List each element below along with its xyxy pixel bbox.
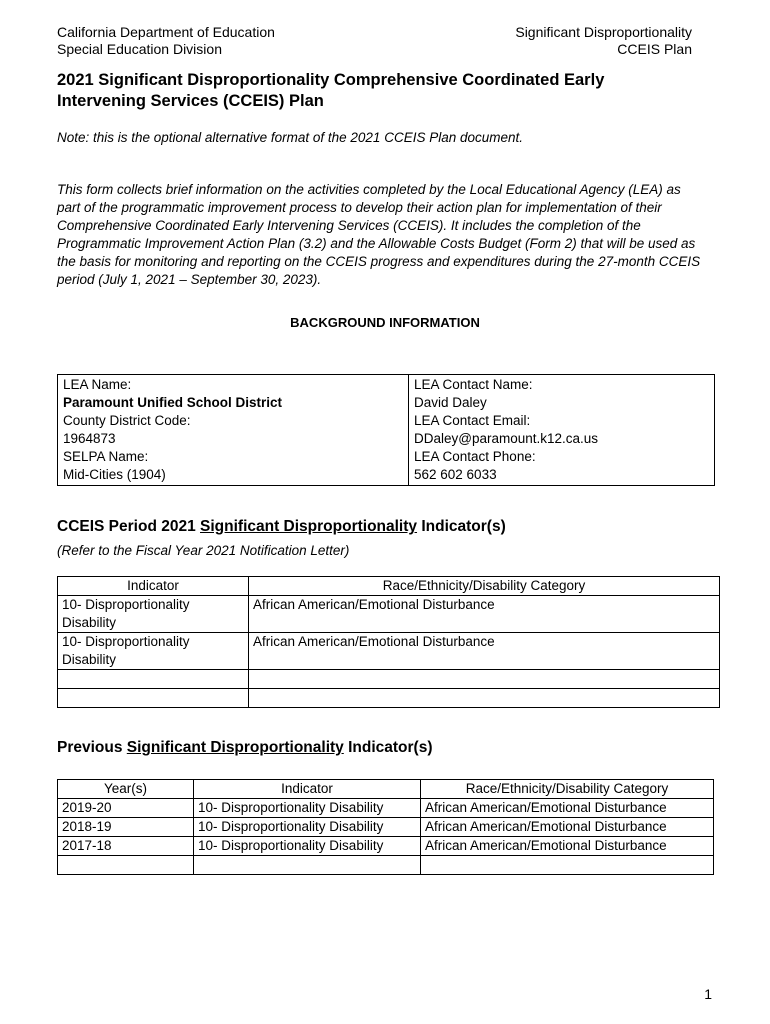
heading-underlined: Significant Disproportionality xyxy=(200,518,418,535)
heading-text: Previous xyxy=(57,739,127,756)
indicator-cell: 10- Disproportionality Disability xyxy=(58,596,249,633)
year-cell: 2018-19 xyxy=(58,818,194,837)
background-heading: BACKGROUND INFORMATION xyxy=(290,315,480,330)
indicator-cell: 10- Disproportionality Disability xyxy=(194,837,421,856)
category-cell: African American/Emotional Disturbance xyxy=(421,818,714,837)
refer-note: (Refer to the Fiscal Year 2021 Notification Letter) xyxy=(57,543,350,558)
current-indicators-table xyxy=(57,576,720,708)
contact-phone-value: 562 602 6033 xyxy=(414,467,497,482)
current-indicators-heading xyxy=(57,518,506,536)
lea-name-value: Paramount Unified School District xyxy=(63,395,283,410)
county-code-label: County District Code: xyxy=(63,413,191,428)
contact-name-label: LEA Contact Name: xyxy=(414,377,533,392)
heading-underlined: Significant Disproportionality xyxy=(126,739,344,756)
header-doc: CCEIS Plan xyxy=(617,41,692,57)
header-division: Special Education Division xyxy=(57,41,222,57)
page-number: 1 xyxy=(704,986,712,1002)
col-indicator: Indicator xyxy=(194,780,421,799)
col-category: Race/Ethnicity/Disability Category xyxy=(421,780,714,799)
format-note: Note: this is the optional alternative format of the 2021 CCEIS Plan document. xyxy=(57,130,524,145)
header-agency: California Department of Education xyxy=(57,24,275,40)
indicator-cell: 10- Disproportionality Disability xyxy=(58,633,249,670)
selpa-value: Mid-Cities (1904) xyxy=(63,467,166,482)
previous-indicators-table xyxy=(57,779,714,875)
table-row xyxy=(58,818,714,837)
header-right xyxy=(515,24,692,58)
category-cell: African American/Emotional Disturbance xyxy=(249,596,720,633)
col-category: Race/Ethnicity/Disability Category xyxy=(249,577,720,596)
page-title: 2021 Significant Disproportionality Comprehensive Coordinated Early Intervening Services (CCEIS) Plan xyxy=(57,71,605,110)
lea-info-table xyxy=(57,374,715,486)
table-row xyxy=(58,799,714,818)
col-indicator: Indicator xyxy=(58,577,249,596)
lea-right-cell xyxy=(409,375,715,486)
header-left xyxy=(57,24,275,58)
year-cell: 2019-20 xyxy=(58,799,194,818)
contact-email-label: LEA Contact Email: xyxy=(414,413,531,428)
heading-text-end: Indicator(s) xyxy=(417,518,506,535)
indicator-cell: 10- Disproportionality Disability xyxy=(194,818,421,837)
category-cell: African American/Emotional Disturbance xyxy=(421,799,714,818)
contact-phone-label: LEA Contact Phone: xyxy=(414,449,536,464)
selpa-label: SELPA Name: xyxy=(63,449,149,464)
year-cell: 2017-18 xyxy=(58,837,194,856)
contact-name-value: David Daley xyxy=(414,395,487,410)
county-code-value: 1964873 xyxy=(63,431,116,446)
heading-text-end: Indicator(s) xyxy=(343,739,433,756)
empty-row xyxy=(58,689,720,708)
header-topic: Significant Disproportionality xyxy=(515,24,692,40)
lea-left-cell xyxy=(58,375,409,486)
empty-row xyxy=(58,856,714,875)
contact-email-value: DDaley@paramount.k12.ca.us xyxy=(414,431,599,446)
indicator-cell: 10- Disproportionality Disability xyxy=(194,799,421,818)
table-row xyxy=(58,837,714,856)
category-cell: African American/Emotional Disturbance xyxy=(421,837,714,856)
category-cell: African American/Emotional Disturbance xyxy=(249,633,720,670)
heading-text: CCEIS Period 2021 xyxy=(57,518,201,535)
empty-row xyxy=(58,670,720,689)
intro-paragraph: This form collects brief information on the activities completed by the Local Educational Agency (LEA) as part of the programmatic improvement process to develop their action plan for implementation of their Comprehensive Coordinated Early Intervening Services (CCEIS). It includes the completion of the Programmatic Improvement Action Plan (3.2) and the Allowable Costs Budget (Form 2) that will be used as the basis for monitoring and reporting on the CCEIS progress and expenditures during the 27-month CCEIS period (July 1, 2021 – September 30, 2023). xyxy=(57,182,701,287)
table-row xyxy=(58,596,720,633)
previous-indicators-heading xyxy=(57,739,433,757)
lea-name-label: LEA Name: xyxy=(63,377,132,392)
col-years: Year(s) xyxy=(58,780,194,799)
table-row xyxy=(58,633,720,670)
